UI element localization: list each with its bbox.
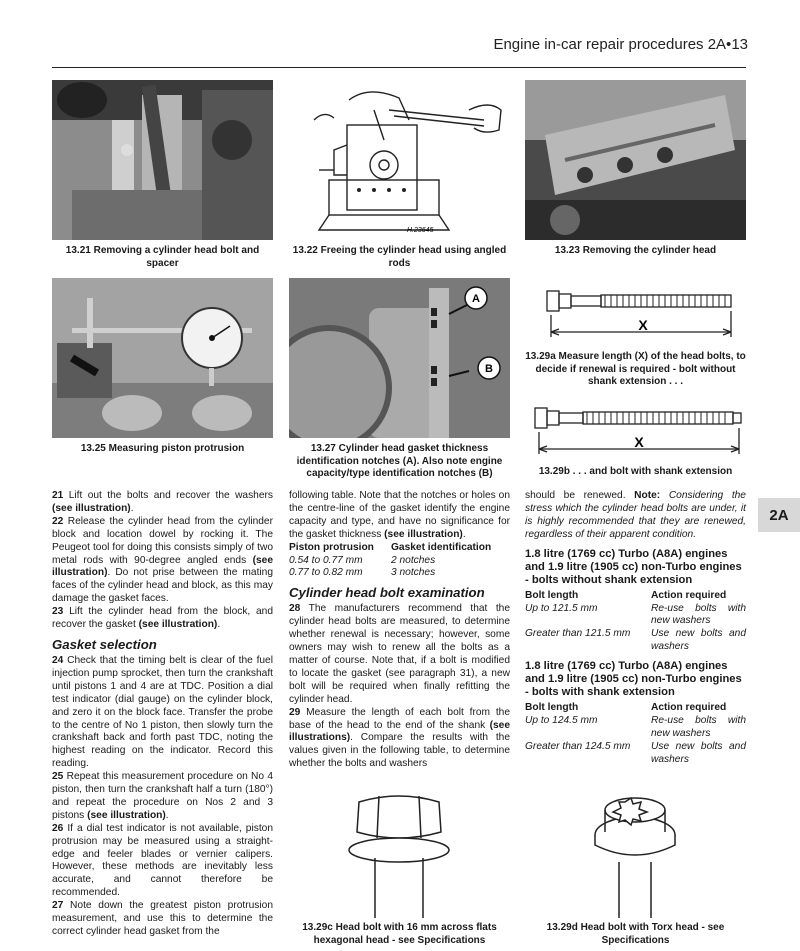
paragraph-21: 21 Lift out the bolts and recover the washers (see illustration). — [52, 490, 273, 514]
paragraph-24: 24 Check that the timing belt is clear of the fuel injection pump sprocket, then turn the crankshaft until pistons 1 and 4 are at TDC. Position a dial test indicator (dial gauge) on the cylinder block, and zero it on the block face. Transfer the probe to the centre of No 1 piston, then slowly turn the crankshaft back and forth past TDC, noting the highest reading on the indicator. Record this reading. — [52, 654, 273, 770]
heading-without-extension: 1.8 litre (1769 cc) Turbo (A8A) engines and 1.9 litre (1905 cc) non-Turbo engines - bolts without shank extension — [525, 547, 742, 586]
engine-rods-drawing — [289, 80, 510, 240]
table-header: Bolt length — [525, 589, 579, 601]
photo-removing-head — [525, 80, 746, 240]
caption-13-29c: 13.29c Head bolt with 16 mm across flats hexagonal head - see Specifications — [302, 922, 497, 946]
photo-cylinder-head-bolt — [52, 80, 273, 240]
paragraph-22: 22 Release the cylinder head from the cylinder block and location dowel by rocking it. The Peugeot tool for doing this consists simply of two metal rods with 90-degree angled ends (see illustration). Do not prise between the mating faces of the cylinder head and block, as this may damage the gasket faces. — [52, 515, 273, 605]
caption-13-27: 13.27 Cylinder head gasket thickness identification notches (A). Also note engine capacity/type identification notches (B) — [296, 443, 503, 479]
photo-gasket-notches — [289, 278, 510, 438]
paragraph-continued: should be renewed. Note: Considering the stress which the cylinder head bolts are under, it is highly recommended that they are renewed, regardless of their apparent condition. — [525, 490, 746, 540]
paragraph-25: 25 Repeat this measurement procedure on No 4 piston, then turn the crankshaft half a turn (180°) and repeat the procedure on Nos 2 and 3 pistons (see illustration). — [52, 771, 273, 821]
bolt-without-extension-diagram — [525, 285, 746, 345]
caption-13-29b: 13.29b . . . and bolt with shank extension — [538, 466, 733, 477]
table-header: Bolt length — [525, 702, 579, 714]
caption-13-22: 13.22 Freeing the cylinder head using angled rods — [292, 245, 507, 269]
caption-13-29d: 13.29d Head bolt with Torx head - see Specifications — [546, 922, 725, 946]
table-row: Greater than 124.5 mm Use new bolts and washers — [525, 740, 746, 765]
section-tab: 2A — [758, 498, 800, 532]
table-row: Greater than 121.5 mm Use new bolts and washers — [525, 628, 746, 653]
photo-dial-gauge — [52, 278, 273, 438]
text-column-1 — [52, 490, 273, 939]
photo-engine-bolt-illustration — [52, 80, 273, 240]
line-drawing-freeing-head — [289, 80, 510, 240]
paragraph-continued: following table. Note that the notches or holes on the centre-line of the gasket identify the engine capacity and type, and have no significance for the gasket thickness (see illustration). — [289, 490, 510, 540]
gasket-illustration — [289, 278, 510, 438]
paragraph-28: 28 The manufacturers recommend that the cylinder head bolts are measured, to determine whether renewal is necessary; however, some owners may wish to renew all the bolts as a matter of course. Note that, if a bolt is modified to locate the gasket (see paragraph 31), a new bolt will be required when finally refitting the cylinder head. — [289, 603, 510, 705]
text-column-2 — [289, 490, 510, 771]
dial-gauge-illustration — [52, 278, 273, 438]
bolt-table-with-extension — [525, 702, 746, 767]
paragraph-26: 26 If a dial test indicator is not available, piston protrusion may be measured using a straight-edge and feeler blades or vernier calipers. However, these methods are inevitably less accurate, and cannot therefore be recommended. — [52, 822, 273, 899]
text-column-3 — [525, 490, 746, 767]
paragraph-23: 23 Lift the cylinder head from the block, and recover the gasket (see illustration). — [52, 606, 273, 631]
table-header: Piston protrusion — [289, 541, 374, 553]
header-rule — [52, 67, 746, 68]
heading-gasket-selection: Gasket selection — [52, 636, 157, 652]
dimension-label-x: X — [634, 434, 644, 450]
table-header: Gasket identification — [391, 541, 492, 553]
label-b: B — [485, 363, 493, 375]
table-row: 0.77 to 0.82 mm 3 notches — [289, 567, 436, 579]
paragraph-27: 27 Note down the greatest piston protrusion measurement, and use this to determine the correct cylinder head gasket from the — [52, 900, 273, 937]
table-header: Action required — [651, 702, 727, 714]
paragraph-29: 29 Measure the length of each bolt from the base of the head to the end of the shank (see illustrations). Compare the results with the values given in the following table, to determine whether the bolts and washers — [289, 706, 510, 770]
table-header: Action required — [651, 589, 727, 601]
torx-head-bolt-drawing — [525, 790, 746, 918]
caption-13-29a: 13.29a Measure length (X) of the head bolts, to decide if renewal is required - bolt without shank extension . . . — [525, 351, 746, 387]
caption-13-21: 13.21 Removing a cylinder head bolt and spacer — [65, 245, 260, 269]
running-header: Engine in-car repair procedures 2A•13 — [493, 36, 748, 53]
figure-ref-number: H.23645 — [407, 227, 434, 234]
caption-13-25: 13.25 Measuring piston protrusion — [80, 443, 245, 454]
caption-13-23: 13.23 Removing the cylinder head — [554, 245, 717, 256]
bolt-table-without-extension — [525, 590, 746, 655]
bolt-with-extension-diagram — [525, 402, 746, 462]
dimension-label-x: X — [638, 317, 648, 333]
table-row: Up to 121.5 mm Re-use bolts with new washers — [525, 602, 746, 627]
label-a: A — [472, 293, 480, 305]
hex-head-bolt-drawing — [289, 790, 510, 918]
heading-bolt-examination: Cylinder head bolt examination — [289, 585, 485, 601]
table-row: 0.54 to 0.77 mm 2 notches — [289, 554, 436, 566]
gasket-table — [289, 542, 510, 581]
photo-engine-head-illustration — [525, 80, 746, 240]
table-row: Up to 124.5 mm Re-use bolts with new washers — [525, 715, 746, 739]
heading-with-extension: 1.8 litre (1769 cc) Turbo (A8A) engines and 1.9 litre (1905 cc) non-Turbo engines - bolts with shank extension — [525, 660, 742, 699]
